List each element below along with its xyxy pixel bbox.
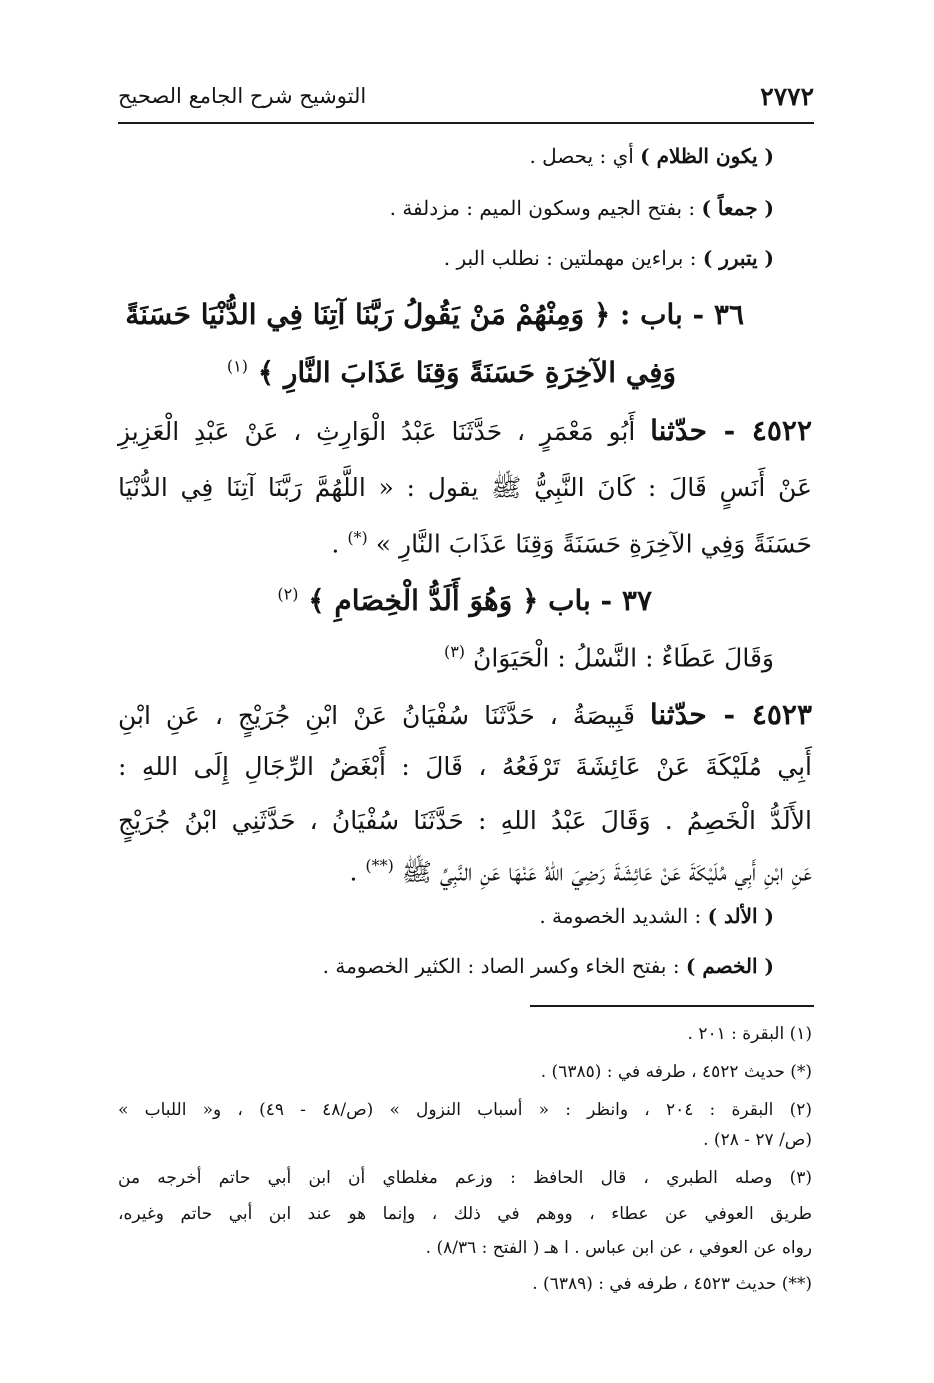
footnote-2-line-2: (ص/ ٢٧ - ٢٨) . [703, 1130, 812, 1150]
footnote-ref: (١) [226, 356, 248, 376]
hadith-4523-line-4 [349, 856, 812, 893]
gloss-text: : بفتح الخاء وكسر الصاد : الكثير الخصومة . [322, 954, 686, 978]
hadith-text: قَبِيصَةُ ، حَدَّثَنَا سُفْيَانُ عَنْ ابْنِ جُرَيْجٍ ، عَنِ ابْنِ [118, 701, 650, 730]
gloss-2 [390, 196, 774, 220]
hadith-text: أَبُو مَعْمَرٍ ، حَدَّثَنَا عَبْدُ الْوَارِثِ ، عَنْ عَبْدِ الْعَزِيزِ [118, 417, 651, 446]
running-title: التوشيح شرح الجامع الصحيح [118, 84, 367, 108]
hadith-4522-line-3 [331, 528, 812, 558]
hadith-4523-line-3: الأَلَدُّ الْخَصِمُ . وَقَالَ عَبْدُ اللهِ : حَدَّثَنَا سُفْيَانُ ، حَدَّثَنِي ابْنُ جُرَيْجٍ [118, 806, 812, 835]
hadith-number: ٤٥٢٢ - حدّثنا [650, 414, 812, 447]
gloss-text: : بفتح الجيم وسكون الميم : مزدلفة . [389, 196, 702, 220]
footnote-2-line-1: (٢) البقرة : ٢٠٤ ، وانظر : « أسباب النزول » (ص/٤٨ - ٤٩) ، و« اللباب » [118, 1100, 812, 1120]
ataa-text: وَقَالَ عَطَاءٌ : النَّسْلُ : الْحَيَوَانُ [473, 643, 774, 673]
footnote-ref: (**) [365, 856, 394, 875]
gloss-term: ( يتبرر ) [702, 246, 774, 270]
hadith-end: . [349, 857, 366, 887]
hadith-4522-line-2: عَنْ أَنَسٍ قَالَ : كَانَ النَّبِيُّ ﷺ يقول : « اللَّهُمَّ رَبَّنَا آتِنَا فِي الدُّنْيَا [118, 473, 812, 502]
hadith-text: حَسَنَةً وَفِي الآخِرَةِ حَسَنَةً وَقِنَا عَذَابَ النَّارِ » [375, 529, 812, 559]
footnote-star: (*) حديث ٤٥٢٢ ، طرفه في : (٦٣٨٥) . [540, 1062, 812, 1082]
footnote-double-star: (**) حديث ٤٥٢٣ ، طرفه في : (٦٣٨٩) . [532, 1274, 812, 1294]
footnote-ref: (٢) [277, 584, 299, 604]
footnote-ref: (*) [347, 528, 368, 547]
header-rule [118, 122, 814, 124]
gloss-text: : براءين مهملتين : نطلب البر . [443, 246, 703, 270]
hadith-text: عَنِ ابْنِ أَبِي مُلَيْكَةَ عَنْ عَائِشَةَ رَضِيَ اللهُ عَنْهَا عَنِ النَّبِيِّ ﷺ [401, 857, 812, 887]
hadith-4522-line-1 [118, 414, 812, 447]
chapter-37-heading-text: ٣٧ - باب ﴿ وَهُوَ أَلَدُّ الْخِصَامِ ﴾ [308, 584, 652, 617]
page-header [118, 78, 814, 122]
ataa-quote [444, 642, 774, 672]
gloss-text: أي : يحصل . [529, 144, 641, 168]
hadith-4523-line-1 [118, 698, 812, 731]
chapter-36-heading-text: وَفِي الآخِرَةِ حَسَنَةً وَقِنَا عَذَابَ النَّارِ ﴾ [257, 356, 676, 389]
gloss-term: ( الألد ) [707, 904, 774, 928]
chapter-36-heading-line-1: ٣٦ - باب : ﴿ وَمِنْهُمْ مَنْ يَقُولُ رَبَّنَا آتِنَا فِي الدُّنْيَا حَسَنَةً [125, 298, 744, 331]
hadith-4523-line-2: أَبِي مُلَيْكَةَ عَنْ عَائِشَةَ تَرْفَعُهُ ، قَالَ : أَبْغَضُ الرِّجَالِ إِلَى اللهِ : [118, 752, 812, 781]
footnote-1: (١) البقرة : ٢٠١ . [687, 1024, 812, 1044]
chapter-37-heading [277, 584, 652, 617]
hadith-end: . [331, 529, 348, 559]
gloss-text: : الشديد الخصومة . [539, 904, 708, 928]
footnote-ref: (٣) [443, 642, 466, 661]
footnote-rule [530, 1005, 814, 1007]
gloss-term: ( يكون الظلام ) [640, 144, 774, 168]
hadith-number: ٤٥٢٣ - حدّثنا [649, 698, 812, 731]
footnote-3-line-1: (٣) وصله الطبري ، قال الحافظ : وزعم مغلطاي أن ابن أبي حاتم أخرجه من [118, 1168, 812, 1188]
gloss-term: ( الخصم ) [685, 954, 774, 978]
footnote-3-line-2: طريق العوفي عن عطاء ، ووهم في ذلك ، وإنما هو عند ابن أبي حاتم وغيره، [118, 1204, 812, 1224]
gloss-3 [444, 246, 774, 270]
gloss-5 [323, 954, 774, 978]
chapter-36-heading-line-2 [227, 356, 676, 389]
gloss-term: ( جمعاً ) [701, 196, 774, 220]
gloss-4 [539, 904, 774, 928]
footnote-3-line-3: رواه عن العوفي ، عن ابن عباس . ا هـ ( الفتح : ٨/٣٦) . [425, 1238, 812, 1258]
gloss-1 [529, 144, 774, 168]
page-number: ٢٧٧٢ [760, 82, 814, 111]
